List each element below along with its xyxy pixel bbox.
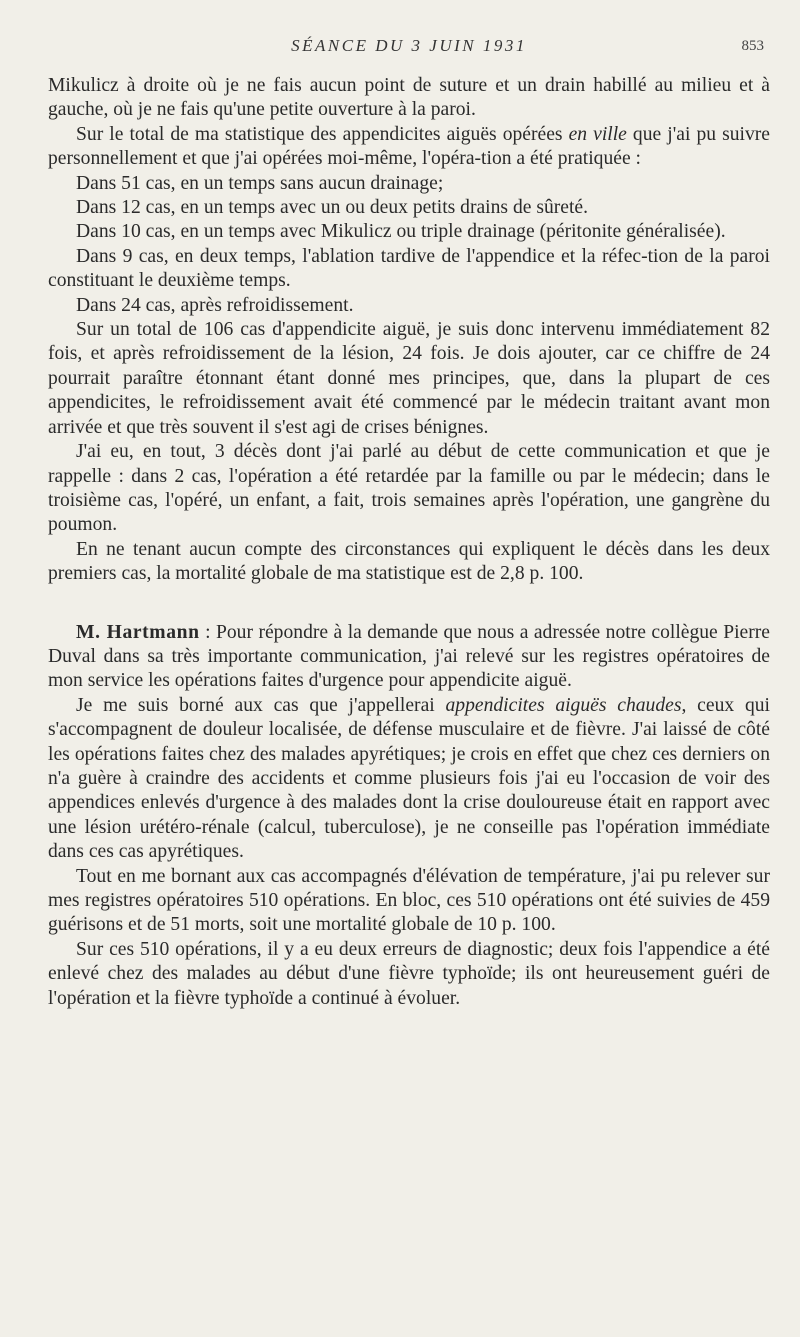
- italic-text: appendicites aiguës chaudes: [445, 694, 682, 716]
- paragraph: Sur un total de 106 cas d'appendicite aiguë, je suis donc intervenu immédiatement 82 fois, et après refroidissement de la lésion, 24 fois. Je dois ajouter, car ce chiffre de 24 pourrait paraître étonnant étant donné mes principes, que, dans la plupart de ces appendicites, le refroidissement avait été commencé par le médecin traitant avant mon arrivée et que très souvent il s'est agi de crises bénignes.: [48, 319, 770, 438]
- paragraph: J'ai eu, en tout, 3 décès dont j'ai parlé au début de cette communication et que je rappelle : dans 2 cas, l'opération a été retardée par la famille ou par le médecin; dans le troisième cas, l'opéré, un enfant, a fait, trois semaines après l'opération, une gangrène du poumon.: [48, 441, 770, 536]
- paragraph: [48, 694, 770, 865]
- text-run: Sur le total de ma statistique des appendicites aiguës opérées: [76, 123, 569, 145]
- paragraph: Dans 12 cas, en un temps avec un ou deux petits drains de sûreté.: [76, 197, 589, 219]
- running-header: [48, 36, 770, 66]
- paragraph: Dans 9 cas, en deux temps, l'ablation tardive de l'appendice et la réfec-tion de la paroi constituant le deuxième temps.: [48, 245, 770, 292]
- text-run: : Pour répondre à la demande que nous a adressée notre collègue Pierre Duval dans sa très importante communication, j'ai relevé sur les registres opératoires de mon service les opérations faites d'urgence pour appendicite aiguë.: [48, 621, 770, 692]
- paragraph: Dans 24 cas, après refroidissement.: [76, 294, 354, 316]
- italic-text: en ville: [568, 123, 627, 145]
- speaker-name: M. Hartmann: [76, 621, 200, 643]
- text-run: Je me suis borné aux cas que j'appellerai: [76, 694, 446, 716]
- paragraph: En ne tenant aucun compte des circonstances qui expliquent le décès dans les deux premiers cas, la mortalité globale de ma statistique est de 2,8 p. 100.: [48, 538, 770, 585]
- paragraph: Sur ces 510 opérations, il y a eu deux erreurs de diagnostic; deux fois l'appendice a été enlevé chez des malades au début d'une fièvre typhoïde; ils ont heureusement guéri de l'opération et la fièvre typhoïde a continué à évoluer.: [48, 938, 770, 1009]
- paragraph: [48, 123, 770, 172]
- page-number: 853: [741, 38, 764, 54]
- paragraph: Mikulicz à droite où je ne fais aucun point de suture et un drain habillé au milieu et à gauche, où je ne fais qu'une petite ouverture à la paroi.: [48, 75, 770, 121]
- paragraph: Dans 51 cas, en un temps sans aucun drainage;: [76, 172, 444, 194]
- text-run: que j'ai pu suivre personnellement et que j'ai opérées moi-même, l'opéra-tion a été pratiquée :: [48, 123, 770, 170]
- paragraph: Tout en me bornant aux cas accompagnés d'élévation de température, j'ai pu relever sur mes registres opératoires 510 opérations. En bloc, ces 510 opérations ont été suivies de 459 guérisons et de 51 morts, soit une mortalité globale de 10 p. 100.: [48, 865, 770, 936]
- paragraph: Dans 10 cas, en un temps avec Mikulicz ou triple drainage (péritonite généralisée).: [76, 221, 726, 243]
- body-text: [48, 74, 770, 1011]
- paragraph: [48, 621, 770, 694]
- running-title: SÉANCE DU 3 JUIN 1931: [291, 36, 527, 55]
- text-run: , ceux qui s'accompagnent de douleur localisée, de défense musculaire et de fièvre. J'ai laissé de côté les opérations faites chez des malades apyrétiques; je crois en effet que chez ces derniers on n'a guère à craindre des accidents et comme plusieurs fois j'ai eu l'occasion de voir des appendices enlevés d'urgence à des malades dont la crise douloureuse était en rapport avec une lésion urétéro-rénale (calcul, tuberculose), je ne conseille pas l'opération immédiate dans ces cas apyrétiques.: [48, 694, 770, 863]
- section-gap: [48, 587, 770, 621]
